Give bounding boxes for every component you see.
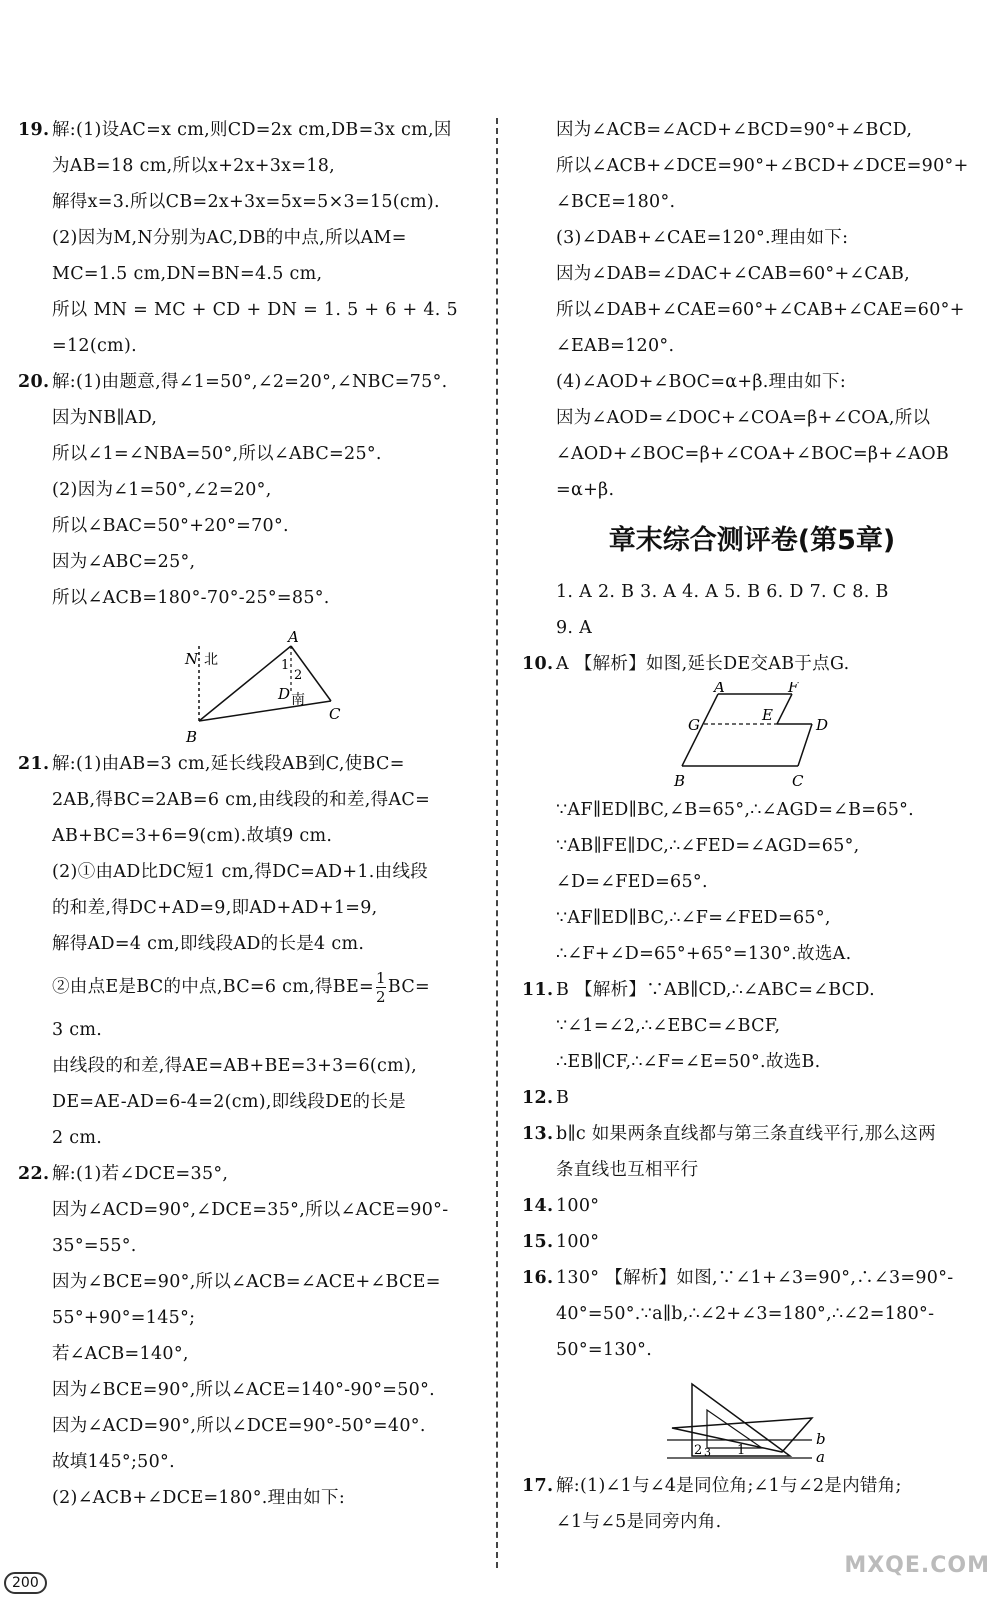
label-C: C bbox=[329, 705, 341, 723]
line-text: 因为∠ACD=90°,所以∠DCE=90°-50°=40°. bbox=[52, 1416, 426, 1436]
text-line bbox=[522, 256, 982, 292]
line-text: ∵AF∥ED∥BC,∠B=65°,∴∠AGD=∠B=65°. bbox=[556, 800, 915, 820]
line-text: B 【解析】∵AB∥CD,∴∠ABC=∠BCD. bbox=[556, 980, 875, 1000]
line-text: 为AB=18 cm,所以x+2x+3x=18, bbox=[52, 156, 336, 176]
label-B: B bbox=[186, 728, 198, 746]
text-line bbox=[522, 792, 982, 828]
text-line bbox=[18, 1336, 478, 1372]
text-line bbox=[18, 1012, 478, 1048]
line-text: 解:(1)由AB=3 cm,延长线段AB到C,使BC= bbox=[52, 754, 405, 774]
line-text: 40°=50°.∵a∥b,∴∠2+∠3=180°,∴∠2=180°- bbox=[556, 1304, 935, 1324]
line-text: 解:(1)若∠DCE=35°, bbox=[52, 1164, 229, 1184]
line-text: DE=AE-AD=6-4=2(cm),即线段DE的长是 bbox=[52, 1092, 406, 1112]
left-column bbox=[18, 112, 478, 1516]
line-text: 因为NB∥AD, bbox=[52, 408, 158, 428]
figure-q16 bbox=[522, 1368, 982, 1468]
text-line bbox=[522, 436, 982, 472]
line-text: 1. A 2. B 3. A 4. A 5. B 6. D 7. C 8. B bbox=[556, 582, 889, 602]
text-line bbox=[522, 828, 982, 864]
fraction-numerator: 1 bbox=[376, 969, 386, 987]
text-line bbox=[522, 1116, 982, 1152]
label-angle-3: 3 bbox=[704, 1446, 711, 1459]
line-text: ∠1与∠5是同旁内角. bbox=[556, 1512, 722, 1532]
question-number: 14. bbox=[522, 1196, 554, 1216]
text-line bbox=[522, 292, 982, 328]
text-line bbox=[18, 436, 478, 472]
question-number: 19. bbox=[18, 120, 50, 140]
text-line bbox=[522, 864, 982, 900]
text-line bbox=[522, 1468, 982, 1504]
question-number: 17. bbox=[522, 1476, 554, 1496]
label-G: G bbox=[688, 716, 700, 734]
line-text: 所以∠ACB+∠DCE=90°+∠BCD+∠DCE=90°+ bbox=[556, 156, 969, 176]
label-D: D bbox=[278, 685, 291, 703]
watermark: MXQE.COM bbox=[844, 1553, 990, 1578]
text-line bbox=[522, 1152, 982, 1188]
line-text: B bbox=[556, 1088, 570, 1108]
fraction-denominator: 2 bbox=[376, 988, 386, 1006]
line-text: 所以∠BAC=50°+20°=70°. bbox=[52, 516, 289, 536]
text-line bbox=[522, 1080, 982, 1116]
line-text: =12(cm). bbox=[52, 336, 137, 356]
fraction-line-pre: ②由点E是BC的中点,BC=6 cm,得BE= bbox=[52, 977, 375, 997]
text-line bbox=[18, 1084, 478, 1120]
text-line bbox=[18, 292, 478, 328]
label-F: F bbox=[788, 682, 799, 696]
label-N: N bbox=[185, 650, 199, 668]
text-line bbox=[522, 328, 982, 364]
text-line bbox=[522, 646, 982, 682]
line-text: 解得AD=4 cm,即线段AD的长是4 cm. bbox=[52, 934, 365, 954]
text-line bbox=[18, 1480, 478, 1516]
text-line bbox=[522, 472, 982, 508]
line-text: 条直线也互相平行 bbox=[556, 1160, 699, 1180]
text-line bbox=[522, 184, 982, 220]
left-block-1 bbox=[18, 112, 478, 616]
question-number: 10. bbox=[522, 654, 554, 674]
label-A: A bbox=[714, 682, 725, 696]
line-text: 解:(1)设AC=x cm,则CD=2x cm,DB=3x cm,因 bbox=[52, 120, 452, 140]
line-text: 2AB,得BC=2AB=6 cm,由线段的和差,得AC= bbox=[52, 790, 431, 810]
line-text: 35°=55°. bbox=[52, 1236, 137, 1256]
text-line bbox=[18, 818, 478, 854]
line-text: 因为∠BCE=90°,所以∠ACE=140°-90°=50°. bbox=[52, 1380, 436, 1400]
label-south: 南 bbox=[291, 692, 305, 708]
text-line bbox=[522, 936, 982, 972]
fraction-line bbox=[18, 962, 478, 1012]
right-block-4 bbox=[522, 1468, 982, 1540]
set-square-diagram bbox=[522, 1368, 982, 1468]
line-text: ∠BCE=180°. bbox=[556, 192, 676, 212]
text-line bbox=[522, 1504, 982, 1540]
column-divider bbox=[496, 118, 498, 1568]
text-line bbox=[522, 1332, 982, 1368]
line-text: 由线段的和差,得AE=AB+BE=3+3=6(cm), bbox=[52, 1056, 418, 1076]
text-line bbox=[18, 1372, 478, 1408]
text-line bbox=[522, 148, 982, 184]
chapter-heading: 章末综合测评卷(第5章) bbox=[608, 525, 896, 556]
line-text: 的和差,得DC+AD=9,即AD+AD+1=9, bbox=[52, 898, 378, 918]
right-block-1 bbox=[522, 112, 982, 508]
line-text: 解:(1)由题意,得∠1=50°,∠2=20°,∠NBC=75°. bbox=[52, 372, 448, 392]
label-angle-2: 2 bbox=[694, 1443, 703, 1458]
line-text: ∴∠F+∠D=65°+65°=130°.故选A. bbox=[556, 944, 852, 964]
line-text: 130° 【解析】如图,∵∠1+∠3=90°,∴∠3=90°- bbox=[556, 1268, 954, 1288]
text-line bbox=[18, 1408, 478, 1444]
line-text: 故填145°;50°. bbox=[52, 1452, 175, 1472]
line-text: 因为∠BCE=90°,所以∠ACB=∠ACE+∠BCE= bbox=[52, 1272, 441, 1292]
question-number: 20. bbox=[18, 372, 50, 392]
question-number: 22. bbox=[18, 1164, 50, 1184]
text-line bbox=[522, 1188, 982, 1224]
line-text: 因为∠ABC=25°, bbox=[52, 552, 196, 572]
line-text: 9. A bbox=[556, 618, 593, 638]
line-text: 100° bbox=[556, 1232, 600, 1252]
line-text: =α+β. bbox=[556, 480, 615, 500]
text-line bbox=[18, 926, 478, 962]
line-text: MC=1.5 cm,DN=BN=4.5 cm, bbox=[52, 264, 323, 284]
line-text: ∠EAB=120°. bbox=[556, 336, 675, 356]
triangle-diagram bbox=[18, 616, 478, 746]
text-line bbox=[18, 328, 478, 364]
label-angle-2: 2 bbox=[294, 668, 303, 683]
text-line bbox=[18, 1444, 478, 1480]
text-line bbox=[18, 854, 478, 890]
label-C: C bbox=[792, 772, 804, 790]
left-block-2 bbox=[18, 746, 478, 962]
text-line bbox=[522, 220, 982, 256]
text-line bbox=[18, 544, 478, 580]
text-line bbox=[522, 900, 982, 936]
line-text: (3)∠DAB+∠CAE=120°.理由如下: bbox=[556, 228, 849, 248]
text-line bbox=[522, 364, 982, 400]
line-text: 解:(1)∠1与∠4是同位角;∠1与∠2是内错角; bbox=[556, 1476, 902, 1496]
label-E: E bbox=[762, 706, 773, 724]
text-line bbox=[18, 508, 478, 544]
text-line bbox=[522, 610, 982, 646]
text-line bbox=[522, 400, 982, 436]
question-number: 11. bbox=[522, 980, 554, 1000]
line-text: ∠AOD+∠BOC=β+∠COA+∠BOC=β+∠AOB bbox=[556, 444, 950, 464]
label-north: 北 bbox=[204, 652, 218, 668]
line-text: (2)因为M,N分别为AC,DB的中点,所以AM= bbox=[52, 228, 407, 248]
left-block-3 bbox=[18, 1012, 478, 1516]
line-text: (2)∠ACB+∠DCE=180°.理由如下: bbox=[52, 1488, 346, 1508]
text-line bbox=[18, 782, 478, 818]
label-b: b bbox=[816, 1430, 826, 1448]
text-line bbox=[18, 472, 478, 508]
line-text: AB+BC=3+6=9(cm).故填9 cm. bbox=[52, 826, 333, 846]
text-line bbox=[18, 1228, 478, 1264]
text-line bbox=[18, 1048, 478, 1084]
question-number: 15. bbox=[522, 1232, 554, 1252]
label-D: D bbox=[816, 716, 829, 734]
line-text: ∠D=∠FED=65°. bbox=[556, 872, 708, 892]
text-line bbox=[18, 1264, 478, 1300]
line-text: 所以∠1=∠NBA=50°,所以∠ABC=25°. bbox=[52, 444, 382, 464]
parallelogram-diagram bbox=[522, 682, 982, 792]
text-line bbox=[18, 400, 478, 436]
line-text: A 【解析】如图,延长DE交AB于点G. bbox=[556, 654, 850, 674]
line-text: 因为∠AOD=∠DOC+∠COA=β+∠COA,所以 bbox=[556, 408, 931, 428]
text-line bbox=[18, 148, 478, 184]
text-line bbox=[18, 580, 478, 616]
question-number: 16. bbox=[522, 1268, 554, 1288]
label-a: a bbox=[816, 1448, 825, 1466]
line-text: ∵∠1=∠2,∴∠EBC=∠BCF, bbox=[556, 1016, 781, 1036]
text-line bbox=[522, 112, 982, 148]
text-line bbox=[522, 972, 982, 1008]
line-text: 解得x=3.所以CB=2x+3x=5x=5×3=15(cm). bbox=[52, 192, 440, 212]
figure-q10 bbox=[522, 682, 982, 792]
line-text: ∵AB∥FE∥DC,∴∠FED=∠AGD=65°, bbox=[556, 836, 860, 856]
text-line bbox=[522, 574, 982, 610]
text-line bbox=[18, 220, 478, 256]
line-text: ∴EB∥CF,∴∠F=∠E=50°.故选B. bbox=[556, 1052, 821, 1072]
line-text: ∵AF∥ED∥BC,∴∠F=∠FED=65°, bbox=[556, 908, 831, 928]
line-text: 因为∠ACB=∠ACD+∠BCD=90°+∠BCD, bbox=[556, 120, 913, 140]
text-line bbox=[522, 1008, 982, 1044]
fraction-one-half bbox=[376, 969, 386, 1006]
text-line bbox=[522, 1044, 982, 1080]
question-number: 13. bbox=[522, 1124, 554, 1144]
text-line bbox=[18, 1192, 478, 1228]
text-line bbox=[18, 1120, 478, 1156]
line-text: (2)①由AD比DC短1 cm,得DC=AD+1.由线段 bbox=[52, 862, 429, 882]
line-text: 55°+90°=145°; bbox=[52, 1308, 196, 1328]
text-line bbox=[18, 364, 478, 400]
text-line bbox=[18, 112, 478, 148]
right-block-3 bbox=[522, 792, 982, 1368]
line-text: 因为∠DAB=∠DAC+∠CAB=60°+∠CAB, bbox=[556, 264, 911, 284]
label-angle-1: 1 bbox=[737, 1443, 746, 1458]
line-text: 若∠ACB=140°, bbox=[52, 1344, 189, 1364]
text-line bbox=[522, 1260, 982, 1296]
line-text: 所以 MN = MC + CD + DN = 1. 5 + 6 + 4. 5 bbox=[52, 300, 458, 320]
text-line bbox=[18, 1156, 478, 1192]
label-angle-1: 1 bbox=[281, 658, 290, 673]
text-line bbox=[18, 256, 478, 292]
question-number: 21. bbox=[18, 754, 50, 774]
page-number: 200 bbox=[4, 1572, 47, 1594]
text-line bbox=[18, 746, 478, 782]
question-number: 12. bbox=[522, 1088, 554, 1108]
text-line bbox=[522, 1224, 982, 1260]
text-line bbox=[18, 1300, 478, 1336]
line-text: (4)∠AOD+∠BOC=α+β.理由如下: bbox=[556, 372, 847, 392]
line-text: b∥c 如果两条直线都与第三条直线平行,那么这两 bbox=[556, 1124, 936, 1144]
figure-q20 bbox=[18, 616, 478, 746]
text-line bbox=[18, 890, 478, 926]
line-text: 所以∠ACB=180°-70°-25°=85°. bbox=[52, 588, 330, 608]
right-block-2 bbox=[522, 574, 982, 682]
line-text: 因为∠ACD=90°,∠DCE=35°,所以∠ACE=90°- bbox=[52, 1200, 449, 1220]
label-A: A bbox=[288, 628, 299, 646]
text-line bbox=[522, 1296, 982, 1332]
line-text: 2 cm. bbox=[52, 1128, 103, 1148]
line-text: (2)因为∠1=50°,∠2=20°, bbox=[52, 480, 272, 500]
line-text: 100° bbox=[556, 1196, 600, 1216]
line-text: 所以∠DAB+∠CAE=60°+∠CAB+∠CAE=60°+ bbox=[556, 300, 965, 320]
text-line bbox=[18, 184, 478, 220]
line-text: 50°=130°. bbox=[556, 1340, 653, 1360]
right-column bbox=[522, 112, 982, 1540]
line-text: 3 cm. bbox=[52, 1020, 103, 1040]
label-B: B bbox=[674, 772, 686, 790]
fraction-line-post: BC= bbox=[387, 977, 430, 997]
